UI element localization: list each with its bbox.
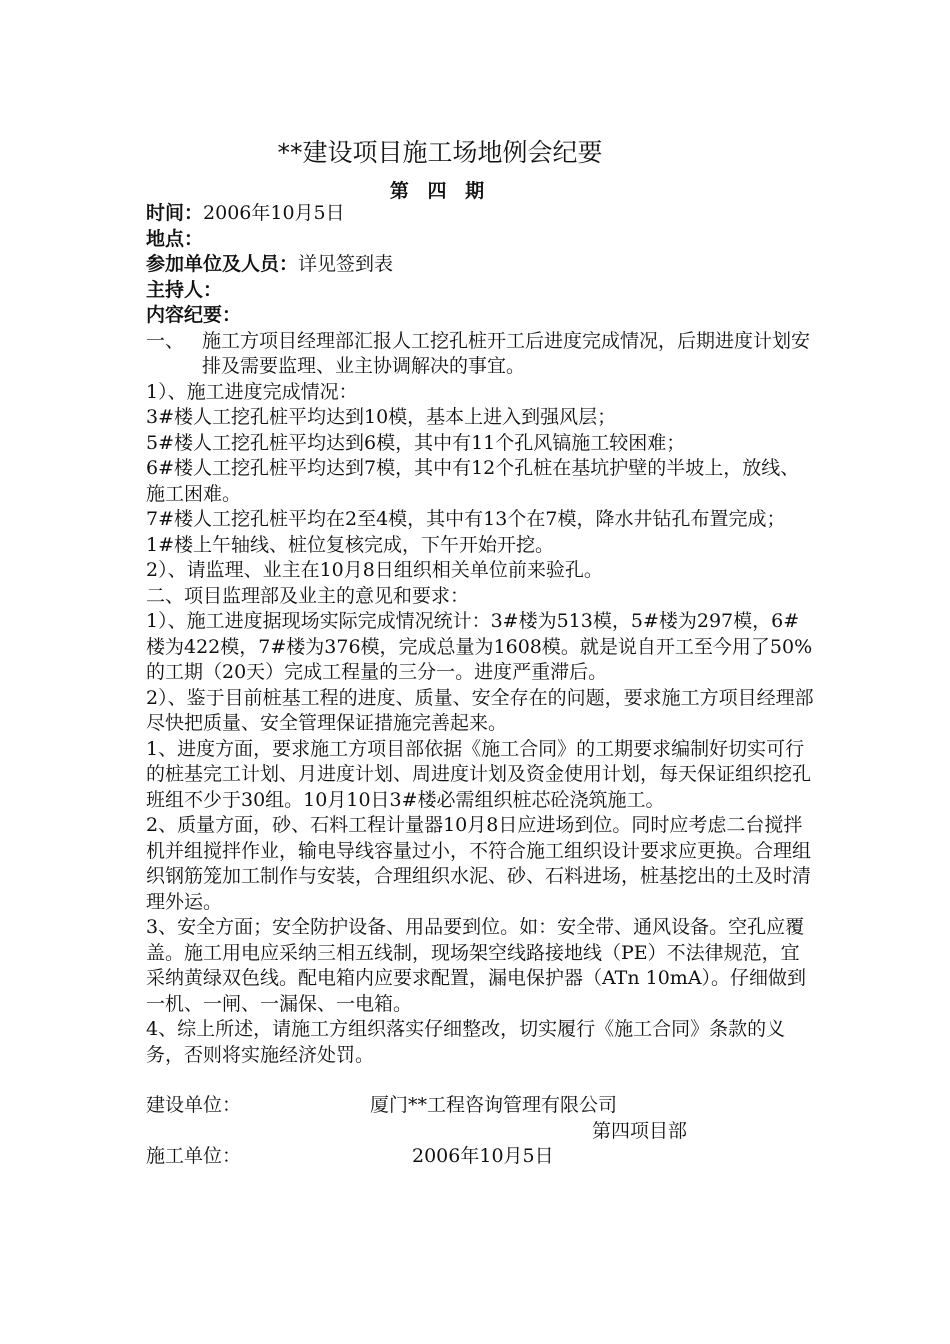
section-1 xyxy=(146,329,818,380)
time-value: 2006年10月5日 xyxy=(203,202,345,224)
progress-item: 3#楼人工挖孔桩平均达到10模，基本上进入到强风层； xyxy=(146,406,617,428)
time-label: 时间： xyxy=(146,202,204,224)
participants-value: 详见签到表 xyxy=(298,253,394,275)
progress-item: 5#楼人工挖孔桩平均达到6模，其中有11个孔风镐施工较困难； xyxy=(146,431,686,454)
requirement-paragraph: 2）、鉴于目前桩基工程的进度、质量、安全存在的问题，要求施工方项目经理部尽快把质量、安全管理保证措施完善起来。 xyxy=(146,686,814,734)
section-1-request: 2）、请监理、业主在10月8日组织相关单位前来验孔。 xyxy=(146,559,603,581)
content-label: 内容纪要： xyxy=(146,304,242,326)
signature-row-2 xyxy=(146,1119,818,1145)
department-name: 第四项目部 xyxy=(592,1119,688,1142)
construction-unit-label: 建设单位： xyxy=(146,1094,242,1116)
issue-number: 第 四 期 xyxy=(389,180,491,202)
host-row xyxy=(146,278,818,304)
requirement-paragraph: 2、质量方面，砂、石料工程计量器10月8日应进场到位。同时应考虑二台搅拌机并组搅拌作业，输电导线容量过小，不符合施工组织设计要求应更换。合理组织钢筋笼加工制作与安装，合理组织水泥、砂、石料进场，桩基挖出的土及时清理外运。 xyxy=(146,814,812,913)
document-body xyxy=(146,201,818,1170)
section-1-subheading: 1）、施工进度完成情况： xyxy=(146,380,358,403)
requirement-paragraph: 1）、施工进度据现场实际完成情况统计：3#楼为513模，5#楼为297模，6#楼为422模，7#楼为376模，完成总量为1608模。就是说自开工至今用了50%的工期（20天）完成工程量的三分一。进度严重滞后。 xyxy=(146,610,813,683)
place-label: 地点： xyxy=(146,227,204,250)
progress-item: 7#楼人工挖孔桩平均在2至4模，其中有13个在7模，降水井钻孔布置完成； xyxy=(146,508,786,530)
requirement-paragraph: 4、综上所述，请施工方组织落实仔细整改，切实履行《施工合同》条款的义务，否则将实施经济处罚。 xyxy=(146,1018,786,1066)
progress-item: 1#楼上午轴线、桩位复核完成，下午开始开挖。 xyxy=(146,533,555,556)
progress-item: 6#楼人工挖孔桩平均达到7模，其中有12个孔桩在基坑护壁的半坡上，放线、施工困难。 xyxy=(146,457,800,505)
signature-date: 2006年10月5日 xyxy=(412,1145,554,1167)
participants-row xyxy=(146,252,818,278)
contractor-label: 施工单位： xyxy=(146,1145,242,1167)
company-name: 厦门**工程咨询管理有限公司 xyxy=(370,1094,618,1116)
signature-row-3 xyxy=(146,1144,818,1170)
time-row xyxy=(146,201,818,227)
section-2-heading: 二、项目监理部及业主的意见和要求： xyxy=(146,584,470,607)
content-row xyxy=(146,303,818,329)
spacer xyxy=(146,1068,818,1093)
section-1-number: 一、 xyxy=(146,329,185,352)
place-row xyxy=(146,227,818,253)
requirement-paragraph: 1、进度方面，要求施工方项目部依据《施工合同》的工期要求编制好切实可行的桩基完工计划、月进度计划、周进度计划及资金使用计划，每天保证组织挖孔班组不少于30组。10月10日3#楼必需组织桩芯砼浇筑施工。 xyxy=(146,737,812,811)
host-label: 主持人： xyxy=(146,278,223,301)
document-title: **建设项目施工场地例会纪要 xyxy=(277,138,603,167)
signature-row-1 xyxy=(146,1093,818,1119)
section-1-text: 施工方项目经理部汇报人工挖孔桩开工后进度完成情况，后期进度计划安排及需要监理、业主协调解决的事宜。 xyxy=(202,329,811,377)
requirement-paragraph: 3、安全方面；安全防护设备、用品要到位。如：安全带、通风设备。空孔应覆盖。施工用电应采纳三相五线制，现场架空线路接地线（PE）不法律规范，宜采纳黄绿双色线。配电箱内应要求配置，漏电保护器（ATn 10mA）。仔细做到一机、一闸、一漏保、一电箱。 xyxy=(146,916,807,1015)
participants-label: 参加单位及人员： xyxy=(146,253,299,275)
